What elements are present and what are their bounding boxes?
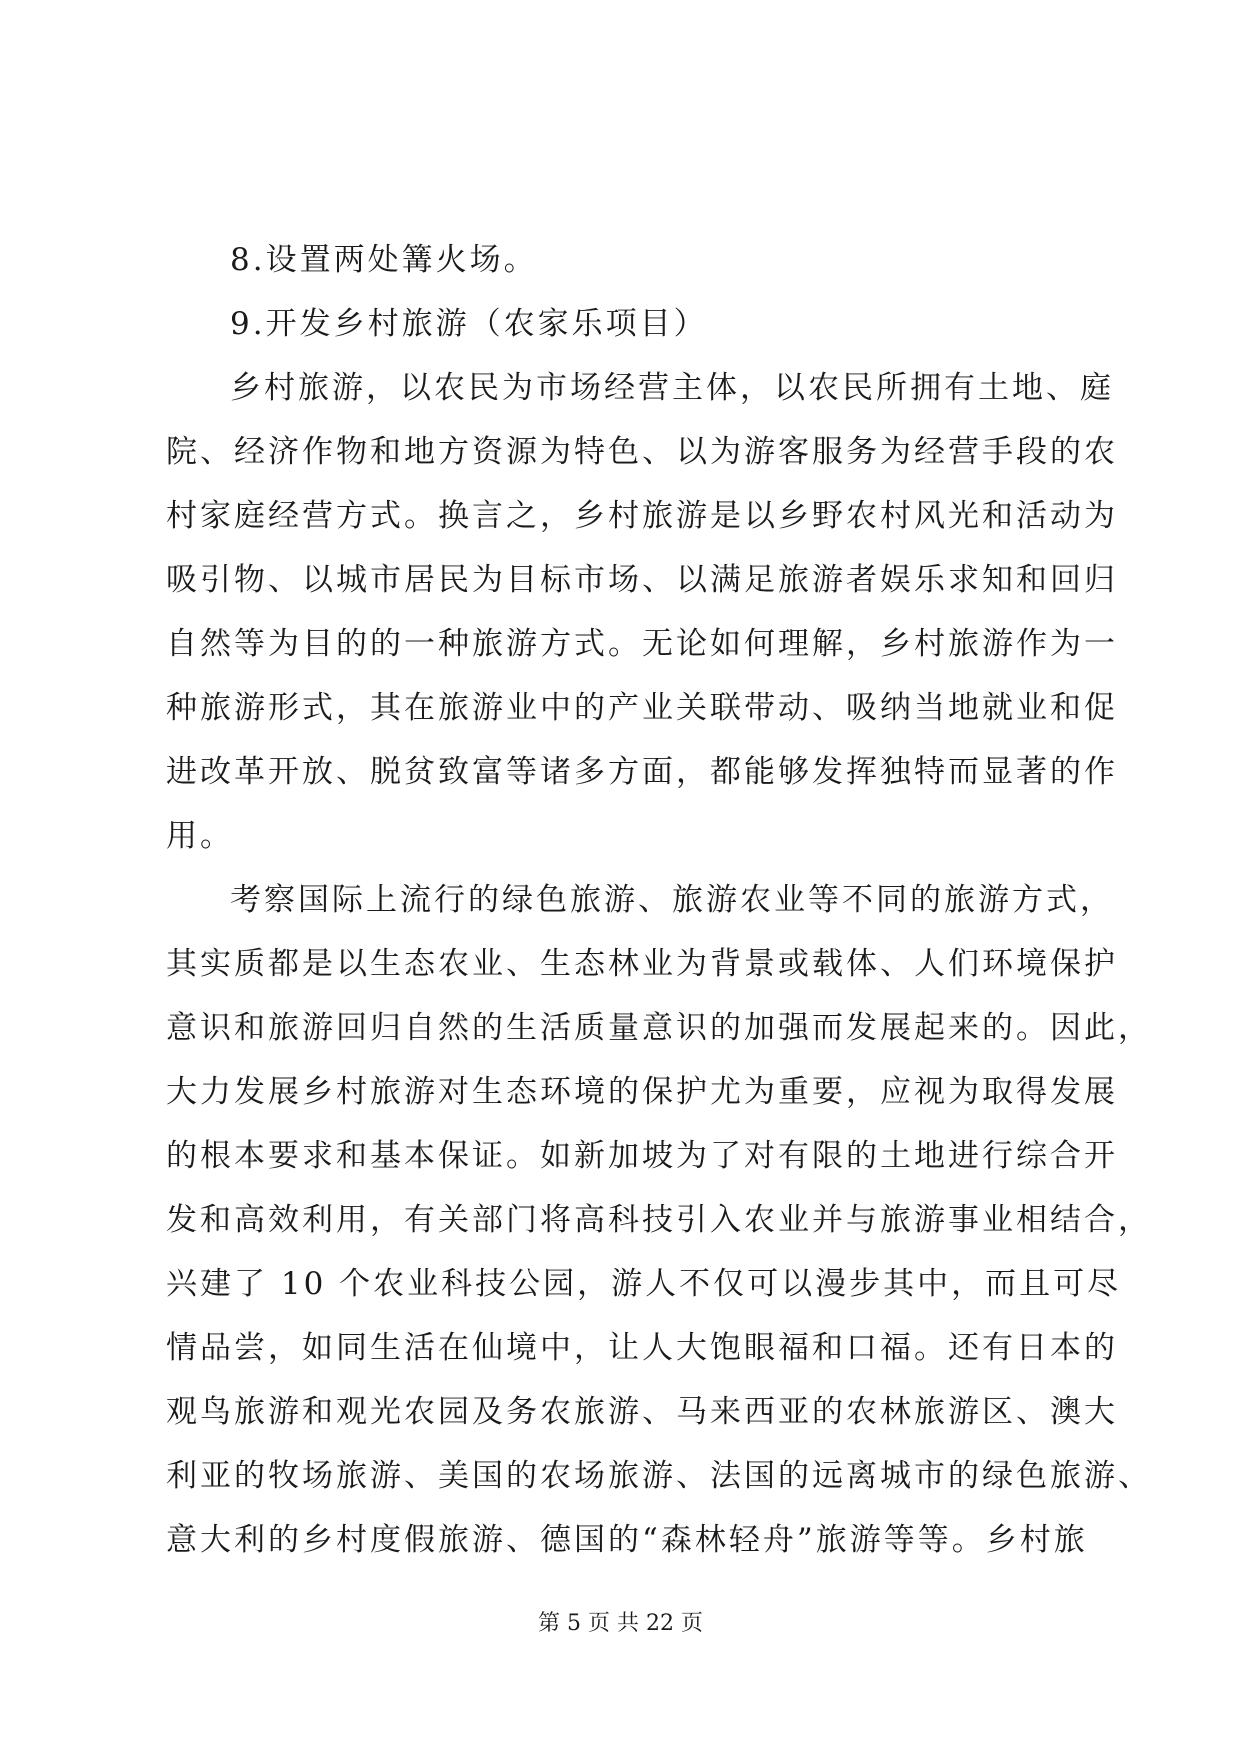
paragraph-2-line: 意识和旅游回归自然的生活质量意识的加强而发展起来的。因此，: [166, 1010, 1152, 1046]
paragraph-2-line: 兴建了 10 个农业科技公园，游人不仅可以漫步其中，而且可尽: [166, 1266, 1122, 1302]
paragraph-1-line: 乡村旅游，以农民为市场经营主体，以农民所拥有土地、庭: [230, 370, 1114, 406]
list-item-9: 9.开发乡村旅游（农家乐项目）: [230, 306, 708, 342]
paragraph-2-line: 意大利的乡村度假旅游、德国的“森林轻舟”旅游等等。乡村旅: [166, 1522, 1088, 1558]
paragraph-1-line: 自然等为目的的一种旅游方式。无论如何理解，乡村旅游作为一: [166, 626, 1118, 662]
paragraph-2-line: 考察国际上流行的绿色旅游、旅游农业等不同的旅游方式，: [230, 882, 1114, 918]
paragraph-1-line: 进改革开放、脱贫致富等诸多方面，都能够发挥独特而显著的作: [166, 754, 1118, 790]
paragraph-2-line: 发和高效利用，有关部门将高科技引入农业并与旅游事业相结合，: [166, 1202, 1152, 1238]
paragraph-1-line: 种旅游形式，其在旅游业中的产业关联带动、吸纳当地就业和促: [166, 690, 1118, 726]
list-item-8: 8.设置两处篝火场。: [230, 242, 538, 278]
paragraph-2-line: 的根本要求和基本保证。如新加坡为了对有限的土地进行综合开: [166, 1138, 1118, 1174]
paragraph-1-line: 用。: [166, 818, 234, 854]
document-body: [166, 228, 1152, 1572]
paragraph-1-line: 院、经济作物和地方资源为特色、以为游客服务为经营手段的农: [166, 434, 1118, 470]
page-footer: 第 5 页 共 22 页: [538, 1611, 703, 1636]
paragraph-2-line: 大力发展乡村旅游对生态环境的保护尤为重要，应视为取得发展: [166, 1074, 1118, 1110]
paragraph-2-line: 利亚的牧场旅游、美国的农场旅游、法国的远离城市的绿色旅游、: [166, 1458, 1152, 1494]
paragraph-2-line: 情品尝，如同生活在仙境中，让人大饱眼福和口福。还有日本的: [166, 1330, 1118, 1366]
paragraph-1-line: 吸引物、以城市居民为目标市场、以满足旅游者娱乐求知和回归: [166, 562, 1118, 598]
paragraph-1-line: 村家庭经营方式。换言之，乡村旅游是以乡野农村风光和活动为: [166, 498, 1118, 534]
paragraph-2-line: 其实质都是以生态农业、生态林业为背景或载体、人们环境保护: [166, 946, 1118, 982]
paragraph-2-line: 观鸟旅游和观光农园及务农旅游、马来西亚的农林旅游区、澳大: [166, 1394, 1118, 1430]
